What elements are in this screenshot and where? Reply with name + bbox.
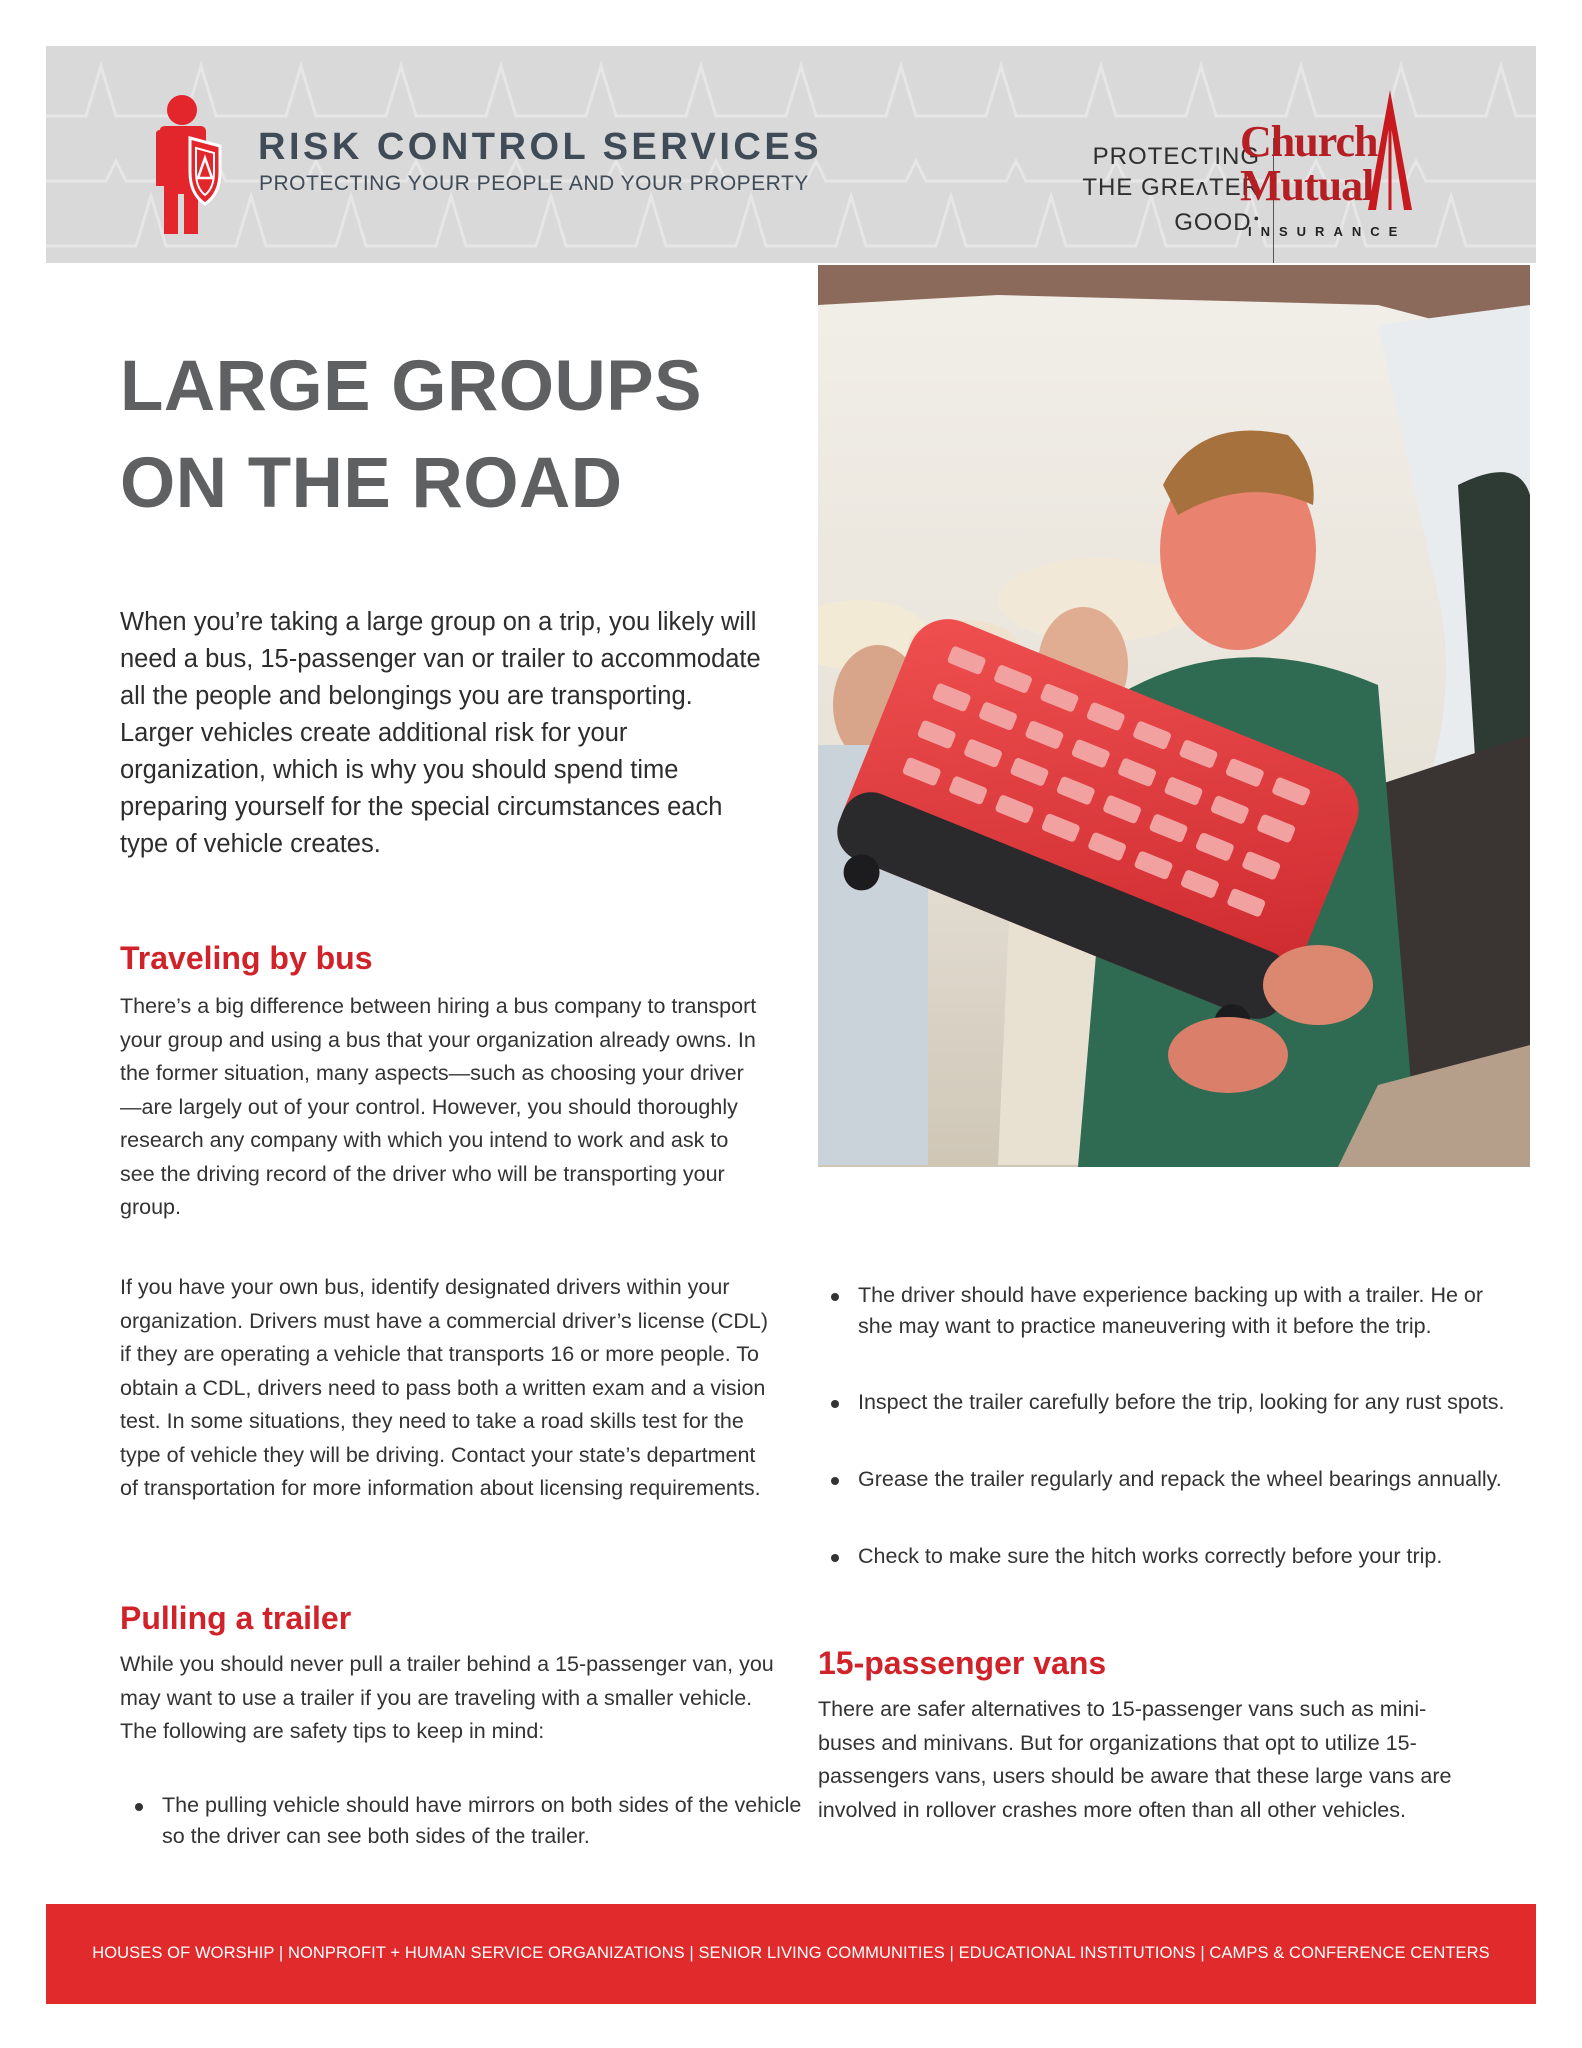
footer-markets: HOUSES OF WORSHIP | NONPROFIT + HUMAN SERVICE ORGANIZATIONS | SENIOR LIVING COMMUNITIES | EDUCATIONAL INSTITUTIONS | CAMPS & CONFERENCE CENTERS <box>92 1944 1490 1962</box>
footer-band <box>46 1904 1536 2004</box>
bus-paragraph-2: If you have your own bus, identify designated drivers within your organization. Drivers must have a commercial driver’s license (CDL) if they are operating a vehicle that transports 16 or more people. To obtain a CDL, drivers need to pass both a written exam and a vision test. In some situations, they need to take a road skills test for the type of vehicle they will be driving. Contact your state’s department of transportation for more information about licensing requirements. <box>120 1275 769 1500</box>
bus-paragraph-1: There’s a big difference between hiring a bus company to transport your group and using a bus that your organization already owns. In the former situation, many aspects—such as choosing your driver—are largely out of your control. However, you should thoroughly research any company with which you intend to work and ask to see the driving record of the driver who will be transporting your group. <box>120 994 757 1219</box>
logo-word-church: Church <box>1240 117 1378 166</box>
tagline-line-3: GOOD <box>1174 209 1252 236</box>
title-line-1: LARGE GROUPS <box>120 347 702 426</box>
trailer-paragraph: While you should never pull a trailer behind a 15-passenger van, you may want to use a trailer if you are traveling with a smaller vehicle. The following are safety tips to keep in mind: <box>120 1652 774 1743</box>
trailer-bullet: Inspect the trailer carefully before the trip, looking for any rust spots. <box>826 1387 1518 1418</box>
trailer-bullet: The driver should have experience backing up with a trailer. He or she may want to practice maneuvering with it before the trip. <box>826 1280 1518 1342</box>
brand-tagline <box>1082 141 1260 238</box>
heading-pulling-a-trailer: Pulling a trailer <box>120 1600 352 1636</box>
trailer-bullet: The pulling vehicle should have mirrors on both sides of the vehicle so the driver can see both sides of the trailer. <box>130 1790 802 1852</box>
risk-control-person-icon <box>154 94 226 236</box>
vans-paragraph: There are safer alternatives to 15-passenger vans such as mini-buses and minivans. But for organizations that opt to utilize 15-passengers vans, users should be aware that these large vans are involved in rollover crashes more often than all other vehicles. <box>818 1697 1452 1822</box>
hero-photo-man-with-red-suitcase <box>818 265 1530 1167</box>
intro-paragraph: When you’re taking a large group on a trip, you likely will need a bus, 15-passenger van or trailer to accommodate all the people and belongings you are transporting. Larger vehicles create additional risk for your organization, which is why you should spend time preparing yourself for the special circumstances each type of vehicle creates. <box>120 608 761 858</box>
page-title <box>120 338 702 532</box>
steeple-peak-icon <box>1360 90 1420 220</box>
logo-word-insurance: INSURANCE <box>1248 224 1407 239</box>
tagline-line-2: THE GREʌTER <box>1082 174 1260 201</box>
title-line-2: ON THE ROAD <box>120 444 623 523</box>
heading-traveling-by-bus: Traveling by bus <box>120 940 373 976</box>
tagline-line-1: PROTECTING <box>1092 143 1260 170</box>
trailer-bullet: Grease the trailer regularly and repack the wheel bearings annually. <box>826 1464 1518 1495</box>
trailer-bullet: Check to make sure the hitch works correctly before your trip. <box>826 1541 1518 1572</box>
registered-mark-icon: ● <box>1253 213 1260 223</box>
program-subtitle: PROTECTING YOUR PEOPLE AND YOUR PROPERTY <box>259 172 809 195</box>
program-title: RISK CONTROL SERVICES <box>258 126 823 168</box>
heading-15-passenger-vans: 15-passenger vans <box>818 1645 1107 1681</box>
logo-word-mutual: Mutual <box>1240 161 1374 210</box>
